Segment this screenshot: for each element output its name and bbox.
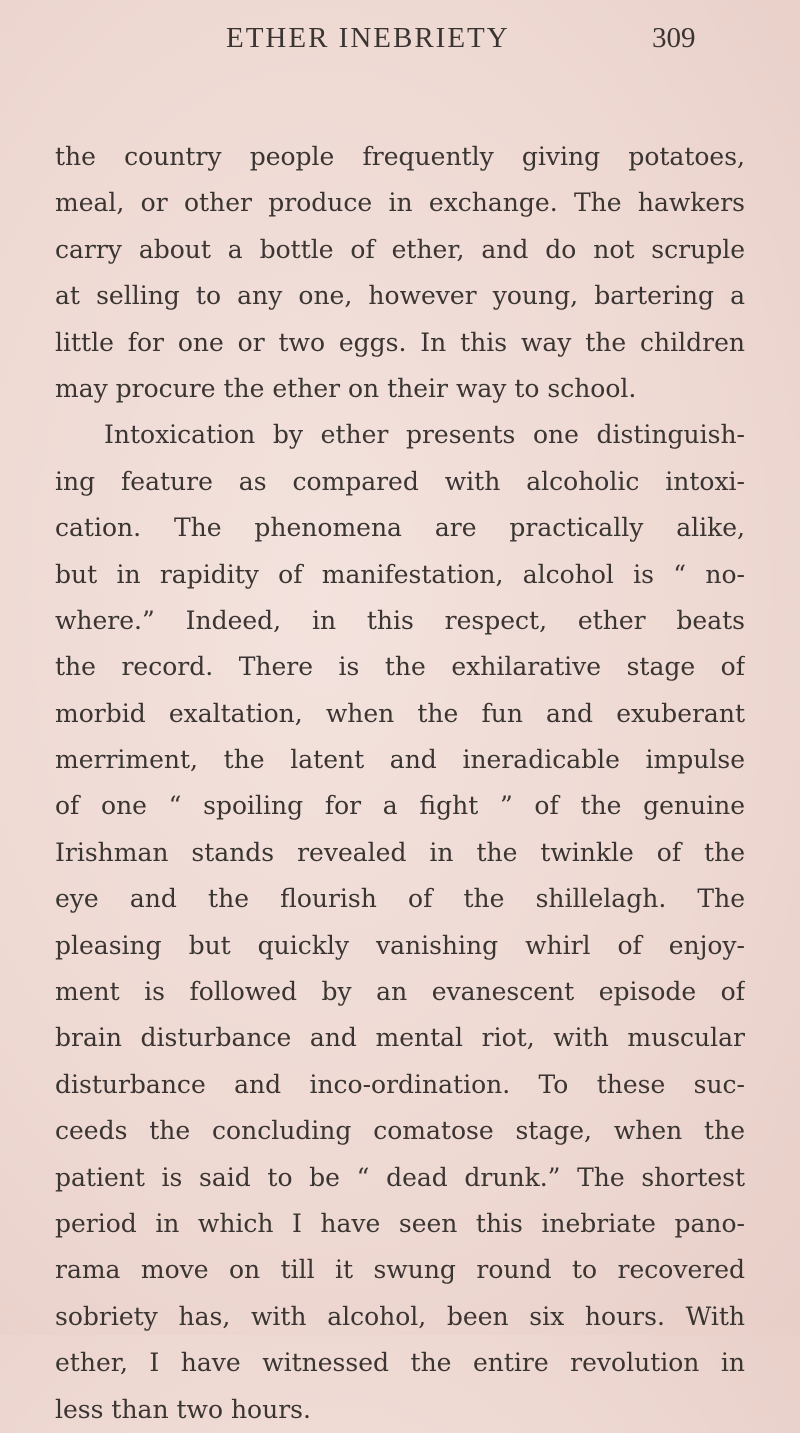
- text-line: period in which I have seen this inebriate pano-: [55, 1208, 745, 1238]
- text-line: the country people frequently giving potatoes,: [55, 142, 745, 171]
- text-line: pleasing but quickly vanishing whirl of enjoy-: [55, 930, 745, 960]
- text-line: morbid exaltation, when the fun and exuberant: [55, 698, 745, 728]
- text-line: ing feature as compared with alcoholic intoxi-: [55, 466, 745, 496]
- text-line: sobriety has, with alcohol, been six hours. With: [55, 1301, 745, 1331]
- text-line: merriment, the latent and ineradicable impulse: [55, 745, 745, 775]
- text-line: the record. There is the exhilarative stage of: [55, 652, 745, 682]
- text-line: disturbance and inco-ordination. To these suc-: [55, 1069, 745, 1099]
- text-line: brain disturbance and mental riot, with muscular: [55, 1023, 745, 1053]
- text-line: cation. The phenomena are practically alike,: [55, 513, 745, 543]
- text-line: rama move on till it swung round to recovered: [55, 1255, 745, 1285]
- page-number: 309: [652, 22, 696, 54]
- text-line: less than two hours.: [55, 1394, 311, 1424]
- running-title: ETHER INEBRIETY: [226, 22, 510, 54]
- text-line: eye and the flourish of the shillelagh. The: [55, 884, 745, 914]
- text-line: carry about a bottle of ether, and do not scruple: [55, 234, 745, 264]
- text-line: of one “ spoiling for a fight ” of the genuine: [55, 791, 745, 821]
- text-line: ceeds the concluding comatose stage, when the: [55, 1116, 745, 1146]
- paragraph-start-line: Intoxication by ether presents one distinguish-: [104, 420, 745, 450]
- text-line: but in rapidity of manifestation, alcohol is “ no-: [55, 559, 745, 589]
- text-line: patient is said to be “ dead drunk.” The shortest: [55, 1162, 745, 1192]
- text-line: meal, or other produce in exchange. The hawkers: [55, 188, 745, 218]
- text-line: Irishman stands revealed in the twinkle of the: [55, 837, 745, 867]
- text-line: may procure the ether on their way to school.: [55, 373, 637, 403]
- body-text: [55, 134, 745, 1433]
- running-head: [0, 0, 800, 60]
- text-line: ment is followed by an evanescent episode of: [55, 977, 745, 1007]
- text-line: little for one or two eggs. In this way the children: [55, 327, 745, 357]
- text-line: where.” Indeed, in this respect, ether beats: [55, 605, 745, 635]
- text-line: ether, I have witnessed the entire revolution in: [55, 1348, 745, 1378]
- text-line: at selling to any one, however young, bartering a: [55, 281, 745, 311]
